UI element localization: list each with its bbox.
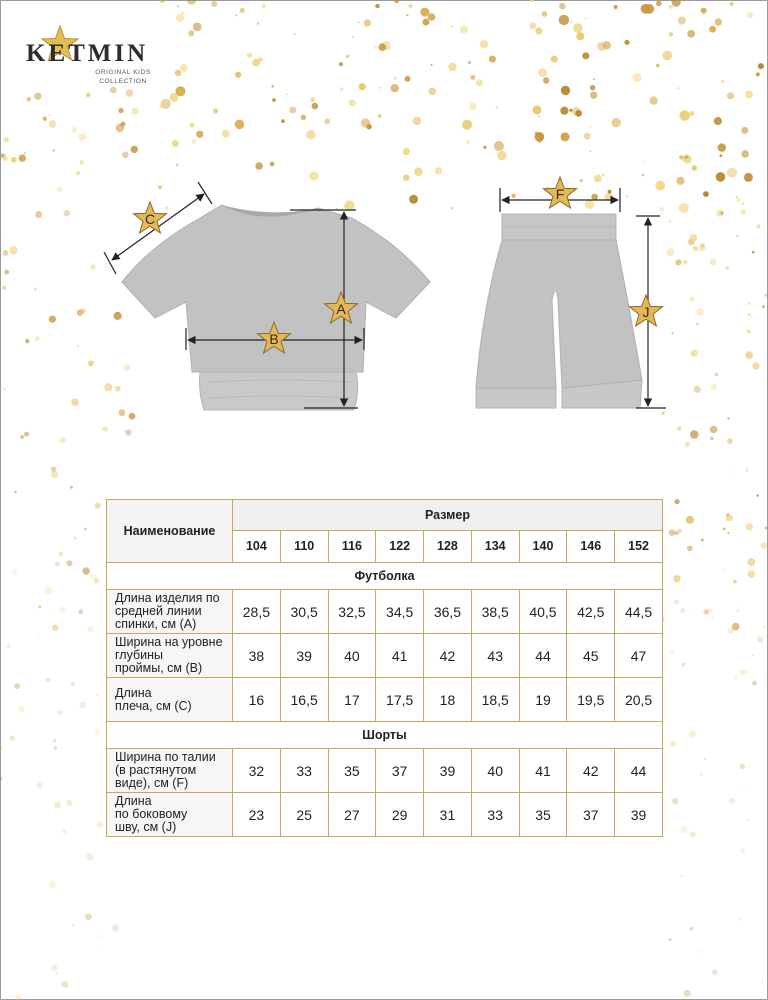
label-a: A [336,301,346,317]
measurement-value: 37 [376,749,424,793]
measurement-label: Ширина на уровне глубины проймы, см (В) [107,634,233,678]
measurement-value: 41 [376,634,424,678]
size-column-header: 152 [615,530,663,562]
size-column-header: 140 [519,530,567,562]
label-b: B [269,331,279,347]
measurement-value: 19,5 [567,678,615,722]
measurement-value: 25 [280,793,328,837]
measurement-value: 44 [519,634,567,678]
measurement-value: 38,5 [471,590,519,634]
measurement-value: 39 [424,749,472,793]
size-column-header: 146 [567,530,615,562]
brand-tagline-2: COLLECTION [99,78,147,85]
measurement-value: 33 [280,749,328,793]
size-column-header: 116 [328,530,376,562]
measurement-row [107,634,663,678]
measurement-value: 17 [328,678,376,722]
measurement-value: 31 [424,793,472,837]
measurement-value: 36,5 [424,590,472,634]
measurement-value: 32 [233,749,281,793]
shorts-drawing [476,214,642,408]
measurement-value: 42 [424,634,472,678]
tshirt-drawing [122,205,430,410]
measurement-row [107,590,663,634]
measurement-value: 47 [615,634,663,678]
label-c-star [134,202,167,233]
size-header: Размер [233,500,663,531]
measurement-value: 34,5 [376,590,424,634]
measurement-value: 38 [233,634,281,678]
label-c: C [144,211,156,227]
measurement-value: 35 [328,749,376,793]
size-column-header: 134 [471,530,519,562]
measurement-row [107,749,663,793]
measurement-value: 29 [376,793,424,837]
measurement-label: Длина по боковому шву, см (J) [107,793,233,837]
measurement-value: 32,5 [328,590,376,634]
measurement-value: 40 [471,749,519,793]
measurement-label: Ширина по талии (в растянутом виде), см (F) [107,749,233,793]
measurement-value: 37 [567,793,615,837]
size-column-header: 128 [424,530,472,562]
size-column-header: 122 [376,530,424,562]
measurement-value: 30,5 [280,590,328,634]
size-column-header: 110 [280,530,328,562]
measurement-label: Длина плеча, см (С) [107,678,233,722]
measurement-value: 28,5 [233,590,281,634]
name-column-header: Наименование [107,500,233,563]
brand-name: KETMIN [26,40,149,67]
section-title-row [107,563,663,590]
measurement-value: 17,5 [376,678,424,722]
measurement-value: 39 [615,793,663,837]
measurement-value: 41 [519,749,567,793]
garment-diagram [0,150,768,440]
label-j-star [630,295,663,326]
measurement-value: 27 [328,793,376,837]
measurement-value: 16,5 [280,678,328,722]
measurement-value: 19 [519,678,567,722]
label-j: J [642,304,650,320]
label-f-star [544,177,577,208]
measurement-value: 18 [424,678,472,722]
measurement-value: 43 [471,634,519,678]
measurement-value: 35 [519,793,567,837]
measurement-value: 45 [567,634,615,678]
section-title: Футболка [107,563,663,590]
size-column-header: 104 [233,530,281,562]
measurement-value: 44 [615,749,663,793]
section-title: Шорты [107,722,663,749]
label-f: F [555,186,565,202]
measurement-value: 18,5 [471,678,519,722]
measurement-value: 20,5 [615,678,663,722]
size-chart-body [107,500,663,837]
size-chart-table [106,499,663,837]
measurement-value: 40,5 [519,590,567,634]
measurement-value: 23 [233,793,281,837]
brand-logo [26,38,166,90]
measurement-value: 42 [567,749,615,793]
measurement-value: 42,5 [567,590,615,634]
measurement-value: 39 [280,634,328,678]
brand-tagline-1: ORIGINAL KIDS [95,69,151,76]
measurement-value: 40 [328,634,376,678]
measurement-value: 16 [233,678,281,722]
measurement-value: 44,5 [615,590,663,634]
measurement-label: Длина изделия по средней линии спинки, см (А) [107,590,233,634]
measurement-value: 33 [471,793,519,837]
measurement-row [107,793,663,837]
measurement-row [107,678,663,722]
section-title-row [107,722,663,749]
